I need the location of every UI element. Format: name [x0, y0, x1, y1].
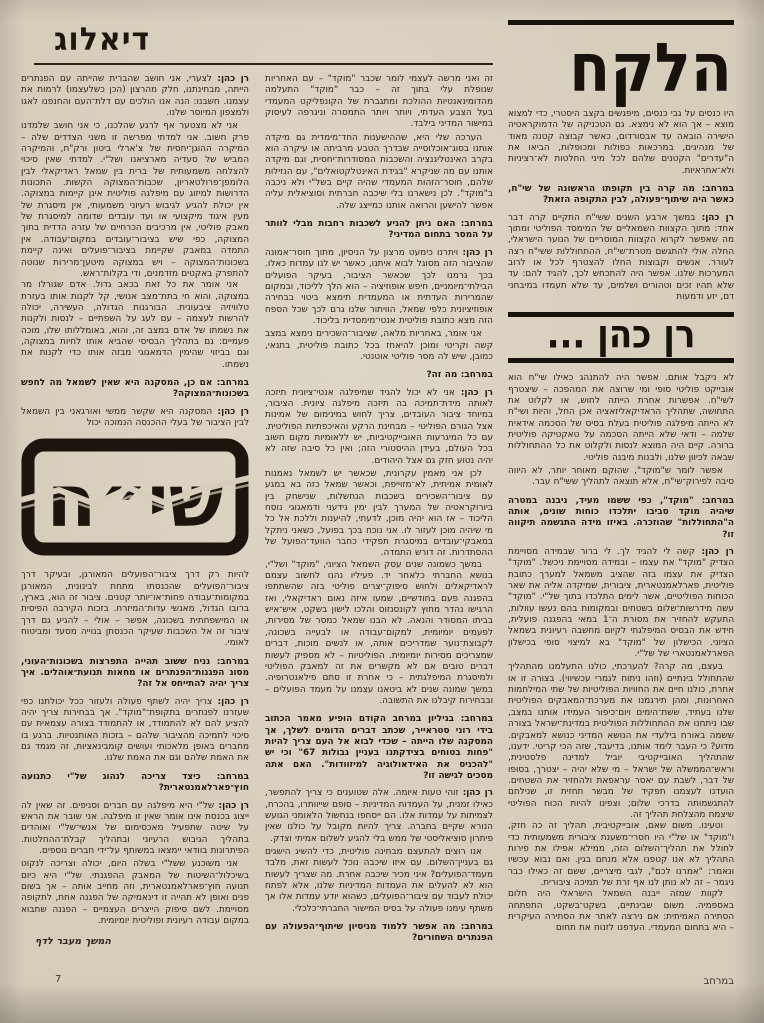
inner-columns: [21, 74, 494, 951]
body-paragraph: לכן אני מאמין עקרונית, שכאשר יש לשמאל נאמנות לאומית אמיתית, לא־מזוייפת, וכאשר שמאל כזה בא במגע עם ציבור־השכירים בשכבות הנחשלות, שנישחק בין ביורוקראטיה של המערך לבין ימין גידעני ודמאגוגי נוסח הליכוד – אז הוא יהיה מוכן, לדעתי, להיענות וללכת אל כל מי שיהיה מוכן לעזור לו. אני נוכח בכך בפועל, כשאני ניתקל במאבקי־עובדים במיסגרת תפקידי כחבר הוועד־הפועל של ההסתדרות. זה דורש התמדה.: [265, 469, 493, 559]
interview-question: במרחב: בגיליון במרחב הקודם הופיע מאמר הכתוב בידי רוני סטראייר, שכתב דברים הדומים לשלך, אך המסקנה שלו הייתה – שכדי לבוא אל העם צריך להיות "פחות בטוחים בצידקתנו בעניין גבולות 67" וכי יש "להכניס את האידאולוגיה למיזוודות". האם אתה מסכים לגישה זו?: [265, 714, 493, 781]
speaker-label: רן כהן:: [212, 406, 249, 417]
siach-logo-graphic: [21, 438, 249, 556]
interview-answer: רן כהן: צריך יהיה לשתף פעולה ולעזור ככל יכולתנו כפי שעזרנו לפנתרים בתקופת־"מוקד". אך בבחירות צריך יהיה להציע להם לא להתמודד, או להתמודד בצורה עצמאית עם סיכוי לתמיכה מהציבור שלהם – בזכות האותנטיות. ברגע בו מחברים באופן מלאכותי ועושים קומבינאציות, זה מגמד גם את האמת שלהם וגם את האמת שלנו.: [21, 696, 249, 764]
interview-answer: רן כהן: במשך ארבע השנים ששי"ח התקיים קרה דבר אחד: מתוך הקצוות השמאליים של המימסד הפוליטי ומתוך מה שאפשר לקרוא הקצוות המוסריים של הנוער הישראלי, החלה אולי להתגשם מטרת־שי"ח, ההתחוללות ששי"ח רצה לעורר. אנשים וקבוצות החלו להצטרף לכל או לרוב המערכות שלנו. אפשר היה להתכחש לכך, להגיד להם: עד שלא תהיו זכים וטהורים ושלמים, עד שלא תעמדו במיבחני דם, יזע ודמעות: [508, 212, 735, 303]
continued-note: המשך מעבר לדף: [35, 936, 111, 948]
speaker-label: רן כהן:: [214, 800, 249, 811]
article-text-right-bottom: [508, 373, 734, 935]
siach-logo: [21, 438, 249, 560]
speaker-label: רן כהן:: [458, 247, 494, 258]
body-paragraph: אני אומר, באחריות מלאה, שציבור־השכירים נימצא במצב קשה וקריטי ומוכן להיאחז בכל כתובת פוליטית, בתנאי, כמובן, שיש לה מסר פוליטי אוטנטי.: [265, 329, 493, 362]
body-paragraph: וטעינו. משום שאם, אובייקטיבית, תהליך זה כה חזק, ו"מוקד" או של"י היו חסרי־משענת ציבורית משמעותית כדי לחולל את תהליך־השלום הזה, ממילא אפילו את פירות התהליך לא אנו קטפנו אלא מנחם בגין. ואם נבוא עכשיו ונאמר: "אמרנו לכם", לגבי מיצריים, ששם זה כאילו כבר ניגמר – זה לא נותן לנו אף זרת של תמיכה ציבורית.: [508, 821, 734, 888]
interview-question: במרחב: מה אפשר ללמוד מניסיון שיתוף־הפעולה עם הפנתרים השחורים?: [265, 922, 493, 944]
section-rule: [34, 63, 493, 65]
speaker-label: רן כהן:: [212, 696, 249, 707]
column-middle: [265, 74, 493, 951]
page-content: [21, 20, 735, 989]
speaker-label: רן כהן:: [211, 74, 249, 84]
body-paragraph: הערכה שלי היא, שההישענות החד־מימדית גם מיקדה אותנו בסוג־אוכלוסייה שבדרך הטבע מרביתה או עיקרה הוא בקרב האינטליגנציה והשכבות המסודרות־יחסית, וגם מיקדה אותנו עם מה שניקרא "בגידת האינטלקטואלים", עם הנזילות שלהם, חוסר־הזהות המעמדי שהיה קיים בשל"י ולא ניכבה ב"מוקד". לכן נישארנו בלי שיכבה חברתית וסוציאלית עליה אפשר להישען והרואה אותנו כמייצג שלה.: [264, 132, 493, 211]
headline-rule: [508, 20, 734, 25]
speaker-label: רן כהן:: [458, 788, 494, 799]
speaker-label: רן כהן:: [695, 212, 735, 223]
section-title: דיאלוג: [54, 21, 151, 58]
magazine-name-footer: במרחב: [703, 976, 734, 987]
column-layout: [21, 20, 735, 989]
interview-question: במרחב: אם כן, המסקנה היא שאין לשמאל מה לחפש בשכונות־המצוקה?: [21, 377, 249, 400]
interview-answer: רן כהן: ויתרנו כימעט מרצון על הניסיון, מתוך חוסר־אמונה שהציבור הזה מסוגל לבוא איתנו, כאשר יש לנו עמדות כאלו. בכך גרמנו לכך שכאשר הציבור, בעיקר הפועלים הבילתי־מיומניים, חיפש אופוזיציה – הוא הלך לליכוד, ובמקום שהמרירות העדתית או המעמדית תימצא ביטוי בבחירה אופוזיציונית כלפי שמאל, הוויתור שלנו גרם לכך שכל הספח הזה מצא כתובת פוליטית אנטי־מימסדית בליכוד.: [265, 247, 494, 326]
left-section: [21, 20, 494, 989]
interview-question: במרחב: "מוקד", כפי ששמו מעיד, ניבנה במטרה שיהיה מוקד סביבו יתלכדו כוחות שונים, אותה ה"התחוללות" שהוזכרה. באיזו מידה התגשמה תיקווה זו?: [508, 495, 734, 540]
body-paragraph: היו כנסים על גבי כנסים, מיפגשים בקצב היסטרי, כדי למצוא מוצא – אך הוא לא נימצא. גם הטכניקה של הדמוקראטיה הישירה הובאה עד אבסורדום, כאשר קבוצה קטנה מאוד של מנהיגים, במרכאות כפולות ומכופלות, הביאו את ה"עדרים" הקטנים שלהם לכל מיני החלטות לא־רציניות ולא־אחראיות.: [508, 109, 734, 176]
interview-question: במרחב: מה קרה בין תקופתו הראשונה של שי"ח, כאשר היה שיתוף־פעולה, לבין התקופה הזאת?: [508, 184, 734, 206]
interview-question: במרחב: נניח ששוב תהייה התפרצות בשכונות־העוני, מסוג הפגנות־הפנתרים או מחאות תנועת־אוהלים. איך צריך יהיה להתייחס אל זה?: [21, 656, 249, 690]
body-paragraph: להיות רק דרך ציבור־הפועלים המאורגן, ובעיקר דרך ציבור־הפועלים שהכנסתו מתחת לבינונית, המאורגן במקומות־עבודה פחות־או־יותר קטנים. ציבור זה הוא, בארץ, ברובו הגדול, מאנשי עדות־המיזרח. בזכות הקירבה הפיסית או המישפחתית בשכונה, אפשר – אולי – להגיע גם דרך ציבור זה אל השכבות שעיקר הכנסתן בנוייה מסעד ומביטוח לאומי.: [21, 570, 249, 649]
speaker-label: רן כהן:: [454, 387, 494, 398]
page-headline: הלקח: [569, 29, 732, 108]
interview-answer: רן כהן: אני לא יכול להגיד שמיפלגה אנטי־ציונית תיזכה לאותה מידת־תמיכה בה תיזכה מיפלגה ציונית. הציבור, במיוחד ציבור העובדים, צריך לחוש במינימום של אמינות אצל הגורם הפוליטי – מבחינת הרקע והאיכפתיות הפוליטית. עם כל המיגרעות האובייקטיביות, יש ללאומיות מקום חשוב בכל העולם, בעידן ההיסטורי הזה; ואין כל סיבה שזה לא יהיה נטוע חזק גם אצל היהודים.: [265, 387, 494, 466]
logo-text: שי״ח: [46, 459, 224, 544]
body-paragraph: לקוות שמזה ייבנה השמאל הישראלי היה חלום באספמיה. משום שבינתיים, בשקט־בשקט, התפתחה הסתירה האמיתית: אם נירצה לאתר את הסתירה העיקרית – היא בתחום המעמדי. העדפנו לזנוח את תחום: [508, 889, 734, 934]
interview-question: במרחב: האם ניתן להגיע לשכבות רחבות מבלי לוותר על המסר בתחום המדיני?: [265, 219, 493, 241]
body-paragraph: אני משוכנע ששל"י בשלה היום, יכולה וצריכה לנקוט בשיכלול־השיטות של המאבק ההפגנתי. של"י היא כיום תנועה חוץ־פארלאמנטארית, וזה מחייב אותה – אך בשום פנים ואופן לא תהייה זו דינאמיקה של הפגנה אחת, לתקופה מסויימת. לשם סיפוק הייצרים העצמיים – הפגנה שתבוא במקום עבודה רעיונית ופוליטית יומיומית.: [21, 859, 249, 926]
speaker-label: רן כהן:: [695, 547, 734, 557]
article-text-left-bottom: [21, 570, 249, 947]
body-paragraph: אני לא מצטער אף לרגע שהלכנו, כי אני חושב שלמדנו פרק חשוב. אני למדתי מפרשה זו משני הצדדים שלה – המיקרה ההוגן־יחסית של צ'ארלי ביטון ורק"ח, והמיקרה המביש של סעדיה מארציאנו ושל"י. למדתי שאין סיכוי להצלחה משמעותית של ברית בין שמאל ראדיקאלי לבין הלומפן־פרולטאריון, שכבות־המצוקה הקשות. התכונות הדרושות למיזוג עם מיפלגה פוליטית אינן קיימות במצוקה. אין יכולת להגיע לגיבוש רעיוני משמעותי, אין מיסגרת של מעין איגוד מיקצועי או ועד עובדים שדומה למיסגרת של מאבק פוליטי, אין מרכיבים הכרחיים של עזרה הדדית בתוך המצוקה, כפי שיש בציבור־עובדים במקום־עבודה. אין התמדה במאבק שקיימת בציבור־פועלים ואינה קיימת בשכונות־המצוקה – ויש במצוקה מיטען־מרירות שנוטה להתפרק באקטים מזדמנים, ודי בקלות־ראש.: [21, 121, 249, 279]
column-left: [21, 74, 249, 951]
article-text-middle: [265, 74, 493, 945]
body-paragraph: לא ניקבל אותם. אפשר היה להתנהג כאילו שי"ח הוא אובייקט פוליטי סופי ומי שרוצה את המהפכה – שיצטרף לשי"ח. אפשרות אחרת הייתה לחוש, או לקלוט את התחושה, שתהליך הראדיקאליזאציה אכן החל, והיות ושי"ח לא הייתה מיפלגה פוליטית בעלת בסיס של הסכמה אידאית שלמה – ודאי שלא הייתה הסכמה על טאקטיקה פוליטית ברורה. קיים היה המוצא לנסות ולקלוט את כל ההתחוללות שבאה לכיוון שלנו, ולבנות מיבנה פוליטי.: [508, 373, 734, 463]
interview-question: במרחב: מה זה?: [426, 370, 493, 381]
article-text-right-top: [508, 109, 734, 304]
body-paragraph: זה ואני מרשה לעצמי לומר שכבר "מוקד" – עם האחריות שנופלת עלי בתוך זה – כבר "מוקד" התעלמה מהדומינאנטיות ההולכת ומתגברת של הקונפליקט המעמדי בעל הצבע העדתי, ויותר ויותר התמסרה וניגרפה לעיסוק במישור המדיני בילבד.: [265, 74, 493, 130]
interview-answer: רן כהן: לצערי, אני חושב שהברית שהייתה עם הפנתרים הייתה, מבחינתנו, חלק מהרצון (הכן כשלעצמו) לרמות את עצמנו. חשבנו: הנה אנו הולכים עם דלת־העם והחנפנו לאגו ולמצפון המיוסר שלנו.: [21, 74, 249, 119]
body-paragraph: במשך כשמונה שנים עסק השמאל הציוני, "מוקד" ושל"י, בנושא החברתי כלאחר יד. פעיליו נהנו לחשוב עצמם לראדיקאלים ולחוש סיפוק־יצרים פוליטי בזה שהשתתפו בהפגנה פעם בחודשיים, שמעו איזה נאום ראדיקאלי, ואז הרגישו נהדר מחוץ לקונסנזוס והלכו לישון בשקט, איש־איש בביתו המסודר והנאה. לא הבנו שמאל כמסר של מסירות, לפעמים יומיומית, למקום־עבודה או לבעייה בשכונה, לקבוצת־נוער שמדריכים אותה, או לנשים מוכות, דברים שמצריכים מסירות יומיומית. הפוליטיות – לא מספיק לעשות דברים טובים אם לא מקשרים את זה למאבק הפוליטי ולמיסגרת המיפלגתית – כי אחרת זו סתם פילאנטרופיה. במשך שמונה שנים לא ביטאנו עצמנו על מעמד הפועלים – ובבחירות קיבלנו את התשובה.: [265, 559, 493, 706]
interview-answer: רן כהן: זוהי טעות איומה. אלה שטוענים כי צריך להתפשר, כאילו זמנית, על העמדות המדיניות – סופם שייוותרו, בהכרח, לצמיתות על עמדות אלו. הם ייסחפו בנחשול הלאומני הגועש הנורא שקיים בחברה. צריך להיות מקובל על כולנו שאין פיתרון סוציאליסטי של ממש בלי להגיע לשלום אמיתי וצדק.: [265, 788, 494, 844]
interview-question: במרחב: כיצד צריכה לנהוג של"י כתנועה חוץ־פארלאמנטארית?: [21, 771, 249, 794]
body-paragraph: אני אומר את כל זאת בכאב גדול. אדם שגורלו מר במצוקה, והוא חי בתת־מצב אנושי, קל לקנות אותו בעזרת טלוויזיה ציבעונית. הבורגנות הגדולה, העשירה, יכולה להרשות לעצמה – עם לעג על השפתיים – לנסות ולקנות את נשמתו של אדם במצב זה, והוא, באומללותו שלו, מוכה פעמיים: גם בתהליך הבסיסי שהביא אותו לחיות במצוקה, וגם בביזוי שהימין הדמאגוגי מבזה אותו כדי לקנות את נשמתו.: [21, 280, 249, 370]
column-right: [508, 20, 734, 989]
body-paragraph: אפשר לומר ש"מוקד", שהוקם מאוחר יותר, לא היווה סיבה לפירוק־שי"ח, אלא תוצאה לתהליך ששי"ח עבר.: [508, 465, 734, 488]
page-number: 7: [55, 974, 62, 985]
interview-answer: רן כהן: קשה לי להגיד לך. לי ברור שבמידה מסויימת הצדיק "מוקד" את עצמו – ובמידה מסויימת ניכשל. "מוקד" הצדיק את עצמו בזה שהציב משמאל למערך כתובת פוליטית, פארלאמנטארית, ציבורית, שמיקדה אליה את שאר הכוחות הפוליטיים, אשר לימים התלכדו בתוך של"י. "מוקד" עשה מידרשות־שלום בשטחים ובמקומות בהם נעשו עוולות, התעקש להחזיר את מסורת ה־1 במאי בהפגנה פועלית, חידש את הבסיס המיפלגתי לקיום מחשבה רעיונית בשמאל הציוני. הכישלון של "מוקד" בא למיצוי סופי בכישלון הפארלאמנטארי של של"י.: [508, 547, 734, 660]
interview-answer: רן כהן: המסקנה היא שקשר ממשי ואורגאני בין השמאל לבין הציבור של בעלי ההכנסה הנמוכה יכול: [21, 406, 249, 428]
subhead-box: [508, 312, 734, 364]
article-text-left-top: [21, 74, 249, 429]
body-paragraph: אנו רוצים להתעצם מבחינה פוליטית, כדי להשיג הישגים גם בעניין־השלום. עם איזו שיכבה נוכל לעשות זאת, מלבד מעמד־הפועלים? איני מכיר שיכבה אחרת. מה שצריך לעשות הוא לא להעלים את העמדות המדיניות שלנו, אלא לפתח יכולת לעבוד עם ציבור־הפועלים, כשהוא יודע עמדות אלו אך משתף עימנו פעולה על בסיס המישור החברתי־כלכלי.: [265, 847, 493, 914]
interview-answer: רן כהן: של"י היא מיפלגה עם חברים וסניפים. זה שאין לה ייצוג בכנסת אינו אומר שאין זו מיפלגה. אני שובר את הראש על שיטה שתפעיל מאכסימום של אנשי־של"י ואוהדים בתהליך הגיבוש הרעיוני ובתהליך קבלת־ההחלטות. הפיתרונות בוודאי יימצאו במשותף על־ידי חברים נוספים.: [21, 800, 249, 856]
body-paragraph: בעצם, מה קרה? להערכתי, כולנו התעלמנו מהתהליך שהתחולל בינתיים (וזהו ניתוח לגמרי עכשיווי). בצורה זו או אחרת, כולנו חיים את החוויות הפוליטיות של שתי המילחמות האחרונות, ומהן תירגמנו את מערכת־המאבקים הפוליטית שלנו בעתיד. ששת־הימים ויום־כיפור העמידו אותנו במצב, שבו ניתחנו את ההתחוללות הפוליטית במדינת־ישראל בצורה ששמה באורח בילעדי את הנושא המדיני כנושא למאבקים. מדוע? כי העבר לימד אותנו, בדיעבד, שזה הכי קריטי. ידענו, שהתהליך האובייקטיבי יוביל למדינה פלסטינית, וראש־הממשלה של ישראל – מי שלא יהיה – יצטרך, בסופו של דבר, לשבת עם יאסר עראפאת ולהחזיר את השטחים. הועדנו לעצמנו תפקיד של מבשר תחזית זו, שנילחם להתגשמותה בדרכי שלום; וצפינו להיות הכוח הפוליטי שיצמח מהצלחת תהליך זה.: [508, 662, 734, 820]
interviewee-subhead: רן כהן ...: [546, 311, 696, 358]
